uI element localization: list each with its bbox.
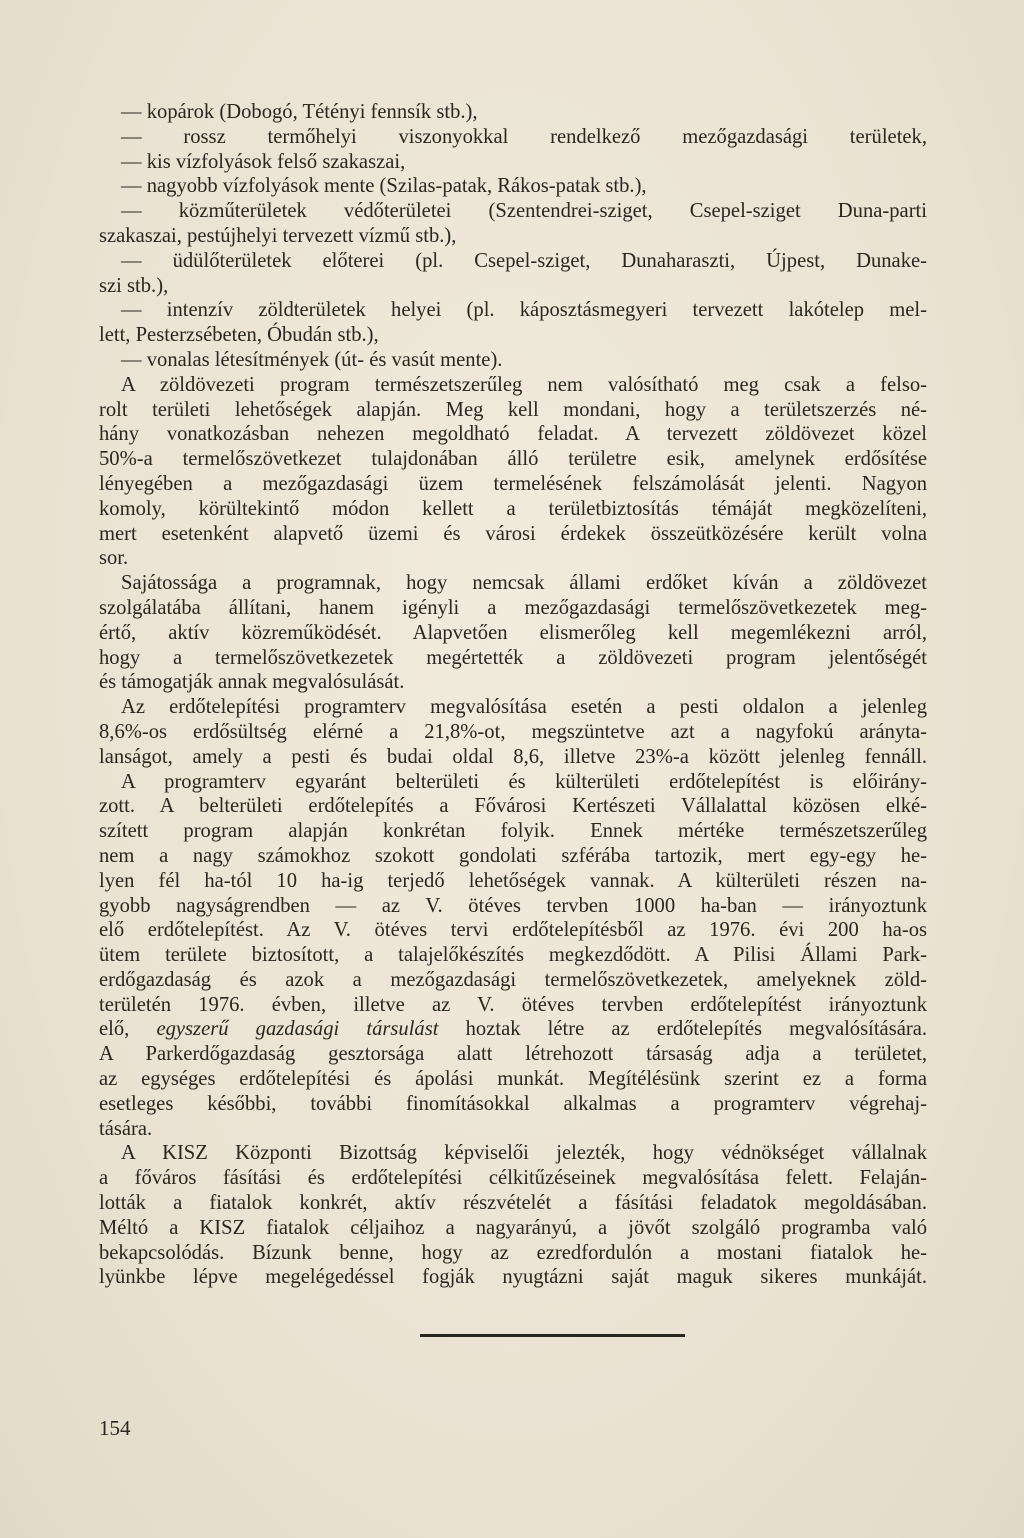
paragraph-line: komoly, körültekintő módon kellett a területbiztosítás témáját megközelíteni,: [99, 497, 927, 520]
paragraph-line: nem a nagy számokhoz szokott gondolati szférába tartozik, mert egy-egy he-: [99, 844, 927, 867]
paragraph-line: mert esetenként alapvető üzemi és városi érdekek összeütközésére került volna: [99, 522, 927, 545]
list-item: — intenzív zöldterületek helyei (pl. káposztásmegyeri tervezett lakótelep mel-: [121, 299, 927, 322]
text-line: lett, Pesterzsébeten, Óbudán stb.),: [99, 324, 379, 347]
text-line: szi stb.),: [99, 274, 169, 297]
list-item: — nagyobb vízfolyások mente (Szilas-patak, Rákos-patak stb.),: [121, 175, 647, 198]
paragraph-line: és támogatják annak megvalósulását.: [99, 671, 405, 694]
text-span: elő,: [99, 1018, 130, 1041]
paragraph-line: A KISZ Központi Bizottság képviselői jelezték, hogy védnökséget vállalnak: [121, 1142, 927, 1165]
paragraph-line: tására.: [99, 1117, 153, 1140]
paragraph-line: lották a fiatalok konkrét, aktív részvételét a fásítási feladatok megoldásában.: [99, 1192, 927, 1215]
paragraph-line: gyobb nagyságrendben — az V. ötéves tervben 1000 ha-ban — irányoztunk: [99, 894, 927, 917]
paragraph-line: Méltó a KISZ fiatalok céljaihoz a nagyarányú, a jövőt szolgáló programba való: [99, 1216, 927, 1239]
list-item: — kis vízfolyások felső szakaszai,: [121, 150, 406, 173]
paragraph-line: lyen fél ha-tól 10 ha-ig terjedő lehetőségek vannak. A külterületi részen na-: [99, 869, 927, 892]
paragraph-line: hogy a termelőszövetkezetek megértették a zöldövezeti program jelentőségét: [99, 646, 927, 669]
paragraph-line: hány vonatkozásban nehezen megoldható feladat. A tervezett zöldövezet közel: [99, 423, 927, 446]
paragraph-line: 8,6%-os erdősültség elérné a 21,8%-ot, megszüntetve azt a nagyfokú arányta-: [99, 720, 927, 743]
paragraph-line: értő, aktív közreműködését. Alapvetően elismerőleg kell megemlékezni arról,: [99, 621, 927, 644]
paragraph-line: sor.: [99, 547, 129, 570]
list-item: — kopárok (Dobogó, Tétényi fennsík stb.),: [121, 101, 478, 123]
paragraph-line: elő erdőtelepítést. Az V. ötéves tervi erdőtelepítésből az 1976. évi 200 ha-os: [99, 919, 927, 942]
paragraph-line: erdőgazdaság és azok a mezőgazdasági termelőszövetkezetek, amelyeknek zöld-: [99, 968, 927, 991]
paragraph-line: Az erdőtelepítési programterv megvalósítása esetén a pesti oldalon a jelenleg: [121, 696, 927, 719]
paragraph-line: ütem területe biztosított, a talajelőkészítés megkezdődött. A Pilisi Állami Park-: [99, 944, 927, 967]
paragraph-line: A programterv egyaránt belterületi és külterületi erdőtelepítést is előirány-: [121, 770, 927, 793]
list-item: — rossz termőhelyi viszonyokkal rendelkező mezőgazdasági területek,: [121, 125, 927, 148]
paragraph-line: esetleges későbbi, további finomításokkal alkalmas a programterv végrehaj-: [99, 1092, 927, 1115]
paragraph-line: lényegében a mezőgazdasági üzem termelésének felszámolását jelenti. Nagyon: [99, 472, 927, 495]
list-item: — vonalas létesítmények (út- és vasút mente).: [121, 348, 503, 371]
paragraph-line: szolgálatába állítani, hanem igényli a mezőgazdasági termelőszövetkezetek meg-: [99, 596, 927, 619]
paragraph-line: területén 1976. évben, illetve az V. ötéves tervben erdőtelepítést irányoztunk: [99, 993, 927, 1016]
paragraph-line: az egységes erdőtelepítési és ápolási munkát. Megítélésünk szerint ez a forma: [99, 1068, 927, 1091]
page-number: 154: [99, 1416, 131, 1440]
paragraph-line: Sajátossága a programnak, hogy nemcsak állami erdőket kíván a zöldövezet: [121, 572, 927, 595]
end-rule: [420, 1334, 685, 1337]
paragraph-line: szített program alapján konkrétan folyik. Ennek mértéke természetszerűleg: [99, 820, 927, 843]
list-item: — közműterületek védőterületei (Szentendrei-sziget, Csepel-sziget Duna-parti: [121, 200, 927, 223]
paragraph-line: A Parkerdőgazdaság gesztorsága alatt létrehozott társaság adja a területet,: [99, 1043, 927, 1066]
paragraph-line: [99, 1017, 927, 1042]
emphasized-phrase: egyszerű gazdasági társulást: [156, 1018, 439, 1041]
text-span: hoztak létre az erdőtelepítés megvalósítására.: [465, 1018, 927, 1041]
body-text: [99, 100, 927, 1290]
paragraph-line: bekapcsolódás. Bízunk benne, hogy az ezredfordulón a mostani fiatalok he-: [99, 1241, 927, 1264]
paragraph-line: lanságot, amely a pesti és budai oldal 8,6, illetve 23%-a között jelenleg fennáll.: [99, 745, 927, 768]
paragraph-line: a főváros fásítási és erdőtelepítési célkitűzéseinek megvalósítása felett. Felaján-: [99, 1167, 927, 1190]
paragraph-line: rolt területi lehetőségek alapján. Meg kell mondani, hogy a területszerzés né-: [99, 398, 927, 421]
paragraph-line: lyünkbe lépve megelégedéssel fogják nyugtázni saját maguk sikeres munkáját.: [99, 1266, 927, 1289]
paragraph-line: A zöldövezeti program természetszerűleg nem valósítható meg csak a felso-: [121, 373, 927, 396]
text-line: szakaszai, pestújhelyi tervezett vízmű stb.),: [99, 224, 457, 247]
paragraph-line: zott. A belterületi erdőtelepítés a Fővárosi Kertészeti Vállalattal közösen elké-: [99, 795, 927, 818]
list-item: — üdülőterületek előterei (pl. Csepel-sziget, Dunaharaszti, Újpest, Dunake-: [121, 249, 927, 272]
paragraph-line: 50%-a termelőszövetkezet tulajdonában álló területre esik, amelynek erdősítése: [99, 448, 927, 471]
